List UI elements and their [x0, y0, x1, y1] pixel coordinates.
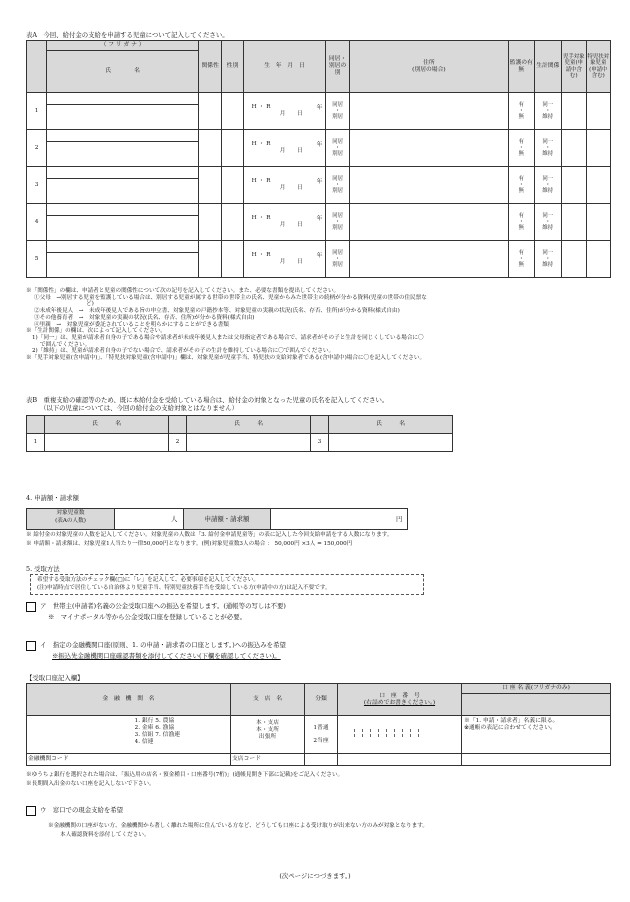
- table-b: [26, 415, 453, 452]
- claim-child-field[interactable]: [562, 93, 586, 130]
- bank-header-type: 分類: [305, 684, 338, 716]
- sex-field[interactable]: [222, 130, 243, 167]
- child-row: [27, 167, 611, 179]
- furigana-field[interactable]: [47, 241, 199, 253]
- custody-choice[interactable]: 有 ・ 無: [509, 241, 534, 278]
- b-num: 1: [27, 434, 45, 452]
- month-day-label: 月 日: [279, 148, 303, 154]
- cohabit-choice[interactable]: 同居 ・ 別居: [326, 241, 349, 278]
- count-label: 対象児童数 (表Aの人数): [27, 509, 115, 529]
- birthdate-field[interactable]: [243, 93, 326, 130]
- address-field[interactable]: [349, 241, 508, 278]
- inst-code-label: 金融機関コード: [28, 756, 69, 763]
- b-num: 3: [311, 434, 329, 452]
- month-day-label: 月 日: [279, 259, 303, 265]
- option-b-checkbox[interactable]: [26, 641, 36, 651]
- era-label: H ・ R: [251, 104, 271, 111]
- acct-sub: (右詰めでお書きください。): [363, 699, 436, 706]
- inst-type-list: [135, 716, 231, 754]
- bank-note: ※ゆうちょ銀行を選択された場合は、「振込用の店名・預金種目・口座番号(7桁)」(通帳見開き下部に記載)をご記入ください。: [26, 772, 344, 778]
- special-child-field[interactable]: [586, 204, 611, 241]
- note-line: ※「関係性」の欄は、申請者と児童の関係性について次の記号を記入してください。また、必要な書類を提出してください。: [26, 288, 340, 294]
- header-cohabit: 同居・別居の別: [326, 41, 349, 93]
- address-field[interactable]: [349, 130, 508, 167]
- bank-header-branch: 支 店 名: [231, 684, 305, 716]
- year-label: 年: [316, 179, 323, 185]
- header-custody: 監護の有無: [509, 41, 534, 93]
- child-row: [27, 93, 611, 105]
- bank-header-holder: [462, 684, 611, 716]
- child-row: [27, 241, 611, 253]
- footer-note: (次ページにつづきます。): [279, 872, 351, 880]
- special-child-field[interactable]: [586, 130, 611, 167]
- address-field[interactable]: [349, 93, 508, 130]
- sex-field[interactable]: [222, 93, 243, 130]
- inst-type[interactable]: 4. 信連: [134, 738, 154, 745]
- section4-title: 4. 申請額・請求額: [26, 494, 79, 502]
- cohabit-choice[interactable]: 同居 ・ 別居: [326, 204, 349, 241]
- child-row: [27, 130, 611, 142]
- livelihood-choice[interactable]: 同一 ・ 維持: [534, 204, 562, 241]
- relation-field[interactable]: [199, 93, 222, 130]
- birthdate-field[interactable]: [243, 204, 326, 241]
- b-num: 2: [169, 434, 187, 452]
- name-field[interactable]: [47, 142, 199, 167]
- header-furigana: （ フ リ ガ ナ ）: [47, 41, 199, 51]
- option-c-note: 本人確認資料を添付してください。: [60, 832, 150, 838]
- relation-field[interactable]: [199, 204, 222, 241]
- era-label: H ・ R: [251, 252, 271, 259]
- s4-note: ※ 給付金の対象児童の人数を記入してください。対象児童の人数は「3. 給付金申請児童等」の表に記入した今回支給申請をする人数になります。: [26, 532, 393, 538]
- amount-unit: 円: [396, 515, 403, 523]
- furigana-field[interactable]: [47, 204, 199, 216]
- era-label: H ・ R: [251, 215, 271, 222]
- month-day-label: 月 日: [279, 185, 303, 191]
- acct-type[interactable]: 1普通: [313, 724, 329, 731]
- header-name: 氏 名: [47, 51, 199, 93]
- cohabit-choice[interactable]: 同居 ・ 別居: [326, 130, 349, 167]
- option-c-note: ※金融機関の口座がない方、金融機関から著しく離れた場所に住んでいる方など、どうしても口座による受け取りが出来ない方のみが対象となります。: [48, 823, 428, 829]
- branch-code-label: 支店コード: [232, 756, 261, 763]
- sex-field[interactable]: [222, 204, 243, 241]
- bank-header-inst: 金 融 機 関 名: [27, 684, 231, 716]
- birthdate-field[interactable]: [243, 241, 326, 278]
- cohabit-choice[interactable]: 同居 ・ 別居: [326, 93, 349, 130]
- special-child-field[interactable]: [586, 167, 611, 204]
- note-line: ※「生計関係」の欄は、次によって記入してください。: [26, 328, 166, 335]
- row-number: 4: [27, 204, 47, 241]
- table-b-caption: 表B 重複支給の確認等のため、既に本給付金を受給している場合は、給付金の対象となった児童の氏名を記入してください。: [26, 396, 389, 404]
- relation-field[interactable]: [199, 130, 222, 167]
- branch-type[interactable]: 本・支店: [255, 720, 280, 726]
- option-a-note: ※ マイナポータル等から公金受取口座を登録していることが必要。: [48, 613, 246, 621]
- address-field[interactable]: [349, 204, 508, 241]
- option-a-label: ア 世帯主(申請者)名義の公金受取口座への振込を希望します。(通帳等の写しは不要): [40, 602, 286, 610]
- header-blank: [27, 41, 47, 93]
- acct-type-list: [305, 716, 338, 754]
- section5-title: 5. 受取方法: [26, 565, 60, 573]
- b-name-field[interactable]: [329, 434, 453, 452]
- month-day-label: 月 日: [279, 111, 303, 117]
- inst-type[interactable]: 3. 信組 7. 信漁連: [134, 731, 181, 738]
- branch-type[interactable]: 本・支所: [255, 726, 280, 733]
- table-a-caption: 表A 今回、給付金の支給を申請する児童について記入してください。: [26, 31, 229, 39]
- note-line: 2)「維持」は、児童が請求者自身の子でない場合で、請求者がその子の生計を維持している場合に〇で囲んでください。: [32, 348, 335, 355]
- era-label: H ・ R: [251, 178, 271, 185]
- acct-title: 口 座 番 号: [379, 692, 420, 699]
- bank-table: [26, 683, 611, 766]
- holder-title: 口 座 名 義(フリガナのみ): [462, 684, 610, 694]
- note-line: ②未成年後見人 → 未成年後見人である旨の申立書、対象児童の戸籍抄本等、対象児童の実親の状況(氏名、存否、住所)が分かる資料(様式自由): [34, 308, 400, 315]
- note-line: ①父母 →別居する児童を監護している場合は、別居する児童が属する世帯の世帯主の氏名、児童からみた世帯主の続柄が分かる資料(児童の世帯の住民票な: [34, 294, 427, 301]
- furigana-field[interactable]: [47, 93, 199, 105]
- livelihood-choice[interactable]: 同一 ・ 維持: [534, 93, 562, 130]
- claim-child-field[interactable]: [562, 130, 586, 167]
- table-a-notes: [26, 288, 616, 362]
- relation-field[interactable]: [199, 167, 222, 204]
- table-a: [26, 40, 611, 278]
- b-name-field[interactable]: [45, 434, 169, 452]
- cohabit-choice[interactable]: 同居 ・ 別居: [326, 167, 349, 204]
- branch-type[interactable]: 出張所: [258, 733, 277, 740]
- livelihood-choice[interactable]: 同一 ・ 維持: [534, 167, 562, 204]
- instruction-box: [30, 574, 424, 595]
- branch-code-row[interactable]: [231, 754, 305, 766]
- header-birthdate: 生 年 月 日: [243, 41, 326, 93]
- option-c-label: ウ 窓口での現金支給を希望: [40, 806, 124, 814]
- birthdate-field[interactable]: [243, 130, 326, 167]
- relation-field[interactable]: [199, 241, 222, 278]
- sex-field[interactable]: [222, 167, 243, 204]
- name-field[interactable]: [47, 179, 199, 204]
- acct-type[interactable]: 2当座: [313, 737, 329, 744]
- custody-choice[interactable]: 有 ・ 無: [509, 93, 534, 130]
- inst-type[interactable]: 2. 金庫 6. 漁協: [134, 724, 175, 731]
- header-address: 住所 (別居の場合): [349, 41, 508, 93]
- count-field[interactable]: [116, 509, 168, 529]
- amount-label: 申請額・請求額: [183, 509, 271, 529]
- header-livelihood: 生計関係: [534, 41, 562, 93]
- inst-code-row[interactable]: [27, 754, 231, 766]
- furigana-field[interactable]: [47, 167, 199, 179]
- custody-choice[interactable]: 有 ・ 無: [509, 167, 534, 204]
- custody-choice[interactable]: 有 ・ 無: [509, 204, 534, 241]
- note-line: ④里親 → 対象児童が委託されていることを明らかにすることができる書類: [34, 321, 229, 328]
- inst-name-field[interactable]: [27, 716, 135, 754]
- livelihood-choice[interactable]: 同一 ・ 維持: [534, 130, 562, 167]
- table-b-caption2: （以下の児童については、今回の給付金の支給対象とはなりません）: [40, 404, 238, 412]
- branch-type-list: [231, 716, 305, 754]
- month-day-label: 月 日: [279, 222, 303, 228]
- note-line: 1)「同一」は、児童が請求者自身の子である場合や請求者が未成年後見人または父母指定者である場合で、請求者がその子と生計を同じくしている場合に〇: [32, 334, 424, 341]
- amount-box: [26, 508, 408, 530]
- holder-note: ※「1. 申請・請求者」名義に限る。 ※通帳の表記に合わせてください。: [462, 716, 611, 754]
- bank-title: 【受取口座記入欄】: [26, 674, 84, 682]
- option-a-checkbox[interactable]: [26, 602, 36, 612]
- year-label: 年: [316, 216, 323, 222]
- b-header-name: 氏 名: [329, 416, 453, 434]
- note-line: ※「児手対象児童(含申請中)」、「特児扶対象児童(含申請中)」欄は、対象児童が児童手当、特児扶の支給対象者である(含申請中)場合に〇を記入してください。: [26, 355, 426, 362]
- option-c-checkbox[interactable]: [26, 806, 36, 816]
- inst-type[interactable]: 1. 銀行 5. 農協: [134, 718, 175, 724]
- amount-field[interactable]: [271, 509, 391, 529]
- year-label: 年: [316, 105, 323, 111]
- option-b-label: イ 指定の金融機関口座(原則、1. の申請・請求者の口座とします。)への振込みを希望: [40, 641, 286, 649]
- livelihood-choice[interactable]: 同一 ・ 維持: [534, 241, 562, 278]
- bank-header-acct: [338, 684, 462, 716]
- custody-choice[interactable]: 有 ・ 無: [509, 130, 534, 167]
- header-special-child: 特児扶対象児童(申請中含む): [586, 41, 611, 93]
- instr1: 希望する受取方法のチェック欄(□)に「レ」を記入して、必要事項を記入してください。: [37, 577, 259, 583]
- note-line: ③その他養育者 → 対象児童の実親の状況(氏名、存否、住所)が分かる資料(様式自由): [34, 314, 255, 321]
- claim-child-field[interactable]: [562, 204, 586, 241]
- b-header-name: 氏 名: [187, 416, 311, 434]
- claim-child-field[interactable]: [562, 167, 586, 204]
- child-row: [27, 204, 611, 216]
- note-line: ど): [86, 301, 94, 308]
- b-name-field[interactable]: [187, 434, 311, 452]
- row-number: 1: [27, 93, 47, 130]
- name-field[interactable]: [47, 253, 199, 278]
- year-label: 年: [316, 142, 323, 148]
- holder-field[interactable]: [462, 754, 611, 766]
- acct-number-field[interactable]: [338, 716, 462, 754]
- row-number: 2: [27, 130, 47, 167]
- sex-field[interactable]: [222, 241, 243, 278]
- row-number: 3: [27, 167, 47, 204]
- birthdate-field[interactable]: [243, 167, 326, 204]
- era-label: H ・ R: [251, 141, 271, 148]
- row-number: 5: [27, 241, 47, 278]
- bank-note: ※長期間入出金のない口座を記入しないで下さい。: [26, 781, 155, 787]
- name-field[interactable]: [47, 105, 199, 130]
- header-sex: 性別: [222, 41, 243, 93]
- header-relation: 関係性: [199, 41, 222, 93]
- header-claim-child: 児手対象児童(申請中含む): [562, 41, 586, 93]
- instr2: (注)申請時点で居住している自治体より児童手当、特別児童扶養手当を受給している方(申請中の方)は記入不要です。: [37, 585, 331, 591]
- note-line: で囲んでください。: [40, 341, 91, 348]
- s4-note: ※ 申請額・請求額は、対象児童1人当たり一律50,000円となります。(例)対象児童数3人の場合 ： 50,000円 ×3人 = 150,000円: [26, 541, 353, 547]
- b-header-name: 氏 名: [45, 416, 169, 434]
- count-unit: 人: [171, 515, 178, 523]
- special-child-field[interactable]: [586, 93, 611, 130]
- option-b-note: ※振込先金融機関口座確認書類を添付してください(下欄を確認してください)。: [52, 652, 281, 660]
- claim-child-field[interactable]: [562, 241, 586, 278]
- address-field[interactable]: [349, 167, 508, 204]
- year-label: 年: [316, 253, 323, 259]
- furigana-field[interactable]: [47, 130, 199, 142]
- name-field[interactable]: [47, 216, 199, 241]
- special-child-field[interactable]: [586, 241, 611, 278]
